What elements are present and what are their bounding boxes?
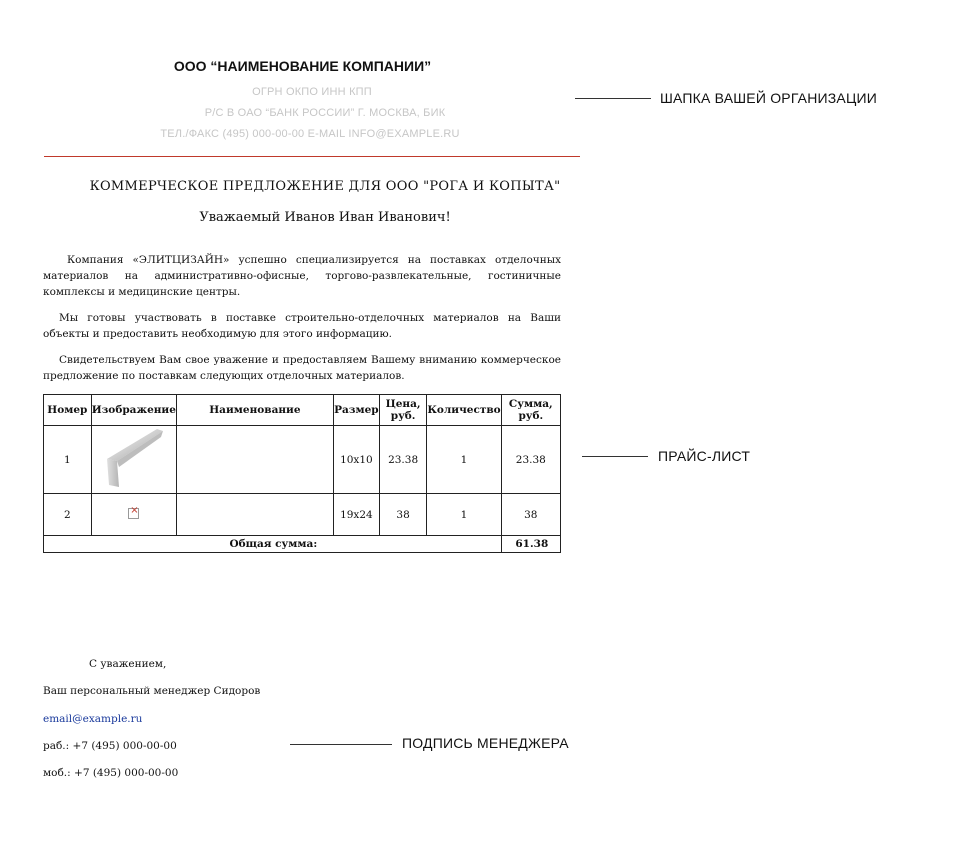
company-registration-line: ОГРН ОКПО ИНН КПП (252, 86, 372, 98)
total-label: Общая сумма: (44, 536, 502, 553)
company-contacts-line: ТЕЛ./ФАКС (495) 000-00-00 E-MAIL INFO@EXAMPLE.RU (160, 128, 460, 140)
row-name (176, 426, 333, 494)
table-row (44, 494, 561, 536)
manager-name: Ваш персональный менеджер Сидоров (43, 685, 261, 697)
readiness-paragraph: Мы готовы участвовать в поставке строительно-отделочных материалов на Ваши объекты и предоставить необходимую для этого информацию. (43, 312, 561, 340)
intro-paragraph: Компания «ЭЛИТЦИЗАЙН» успешно специализируется на поставках отделочных материалов на административно-офисные, торгово-развлекательные, гостиничные комплексы и медицинские центры. (43, 254, 561, 298)
broken-image-icon (128, 508, 139, 519)
table-row (44, 426, 561, 494)
row-sum: 38 (501, 494, 560, 536)
row-size: 10x10 (333, 426, 379, 494)
offer-paragraph: Свидетельствуем Вам свое уважение и предоставляем Вашему вниманию коммерческое предложение по поставкам следующих отделочных материалов. (43, 354, 561, 382)
price-table (43, 394, 561, 553)
row-number: 2 (44, 494, 92, 536)
header-price: Цена, руб. (379, 395, 426, 426)
header-annotation-line (575, 98, 651, 99)
company-name: ООО “НАИМЕНОВАНИЕ КОМПАНИИ” (173, 58, 432, 74)
total-value: 61.38 (501, 536, 560, 553)
row-name (176, 494, 333, 536)
row-price: 23.38 (379, 426, 426, 494)
row-number: 1 (44, 426, 92, 494)
row-quantity: 1 (427, 426, 501, 494)
header-image: Изображение (91, 395, 176, 426)
signature-annotation-line (290, 744, 392, 745)
header-number: Номер (44, 395, 92, 426)
total-row (44, 536, 561, 553)
company-bank-line: Р/С В ОАО “БАНК РОССИИ” Г. МОСКВА, БИК (204, 107, 446, 119)
header-annotation-label: ШАПКА ВАШЕЙ ОРГАНИЗАЦИИ (660, 90, 878, 106)
header-divider (44, 156, 580, 157)
row-sum: 23.38 (501, 426, 560, 494)
signature-annotation-label: ПОДПИСЬ МЕНЕДЖЕРА (402, 735, 569, 751)
row-quantity: 1 (427, 494, 501, 536)
row-price: 38 (379, 494, 426, 536)
table-header-row (44, 395, 561, 426)
mobile-phone: моб.: +7 (495) 000-00-00 (43, 767, 179, 779)
row-size: 19x24 (333, 494, 379, 536)
price-annotation-label: ПРАЙС-ЛИСТ (658, 448, 751, 464)
work-phone: раб.: +7 (495) 000-00-00 (43, 740, 177, 752)
regards-text: С уважением, (89, 658, 167, 670)
header-sum: Сумма, руб. (501, 395, 560, 426)
row-image-cell (91, 494, 176, 536)
header-quantity: Количество (427, 395, 501, 426)
manager-email-link[interactable]: email@example.ru (43, 713, 143, 725)
row-image-cell (91, 426, 176, 494)
header-name: Наименование (176, 395, 333, 426)
greeting: Уважаемый Иванов Иван Иванович! (199, 210, 451, 225)
aluminum-angle-profile-image (101, 427, 167, 489)
header-size: Размер (333, 395, 379, 426)
price-annotation-line (582, 456, 648, 457)
offer-title: КОММЕРЧЕСКОЕ ПРЕДЛОЖЕНИЕ ДЛЯ ООО "РОГА И КОПЫТА" (89, 179, 561, 194)
